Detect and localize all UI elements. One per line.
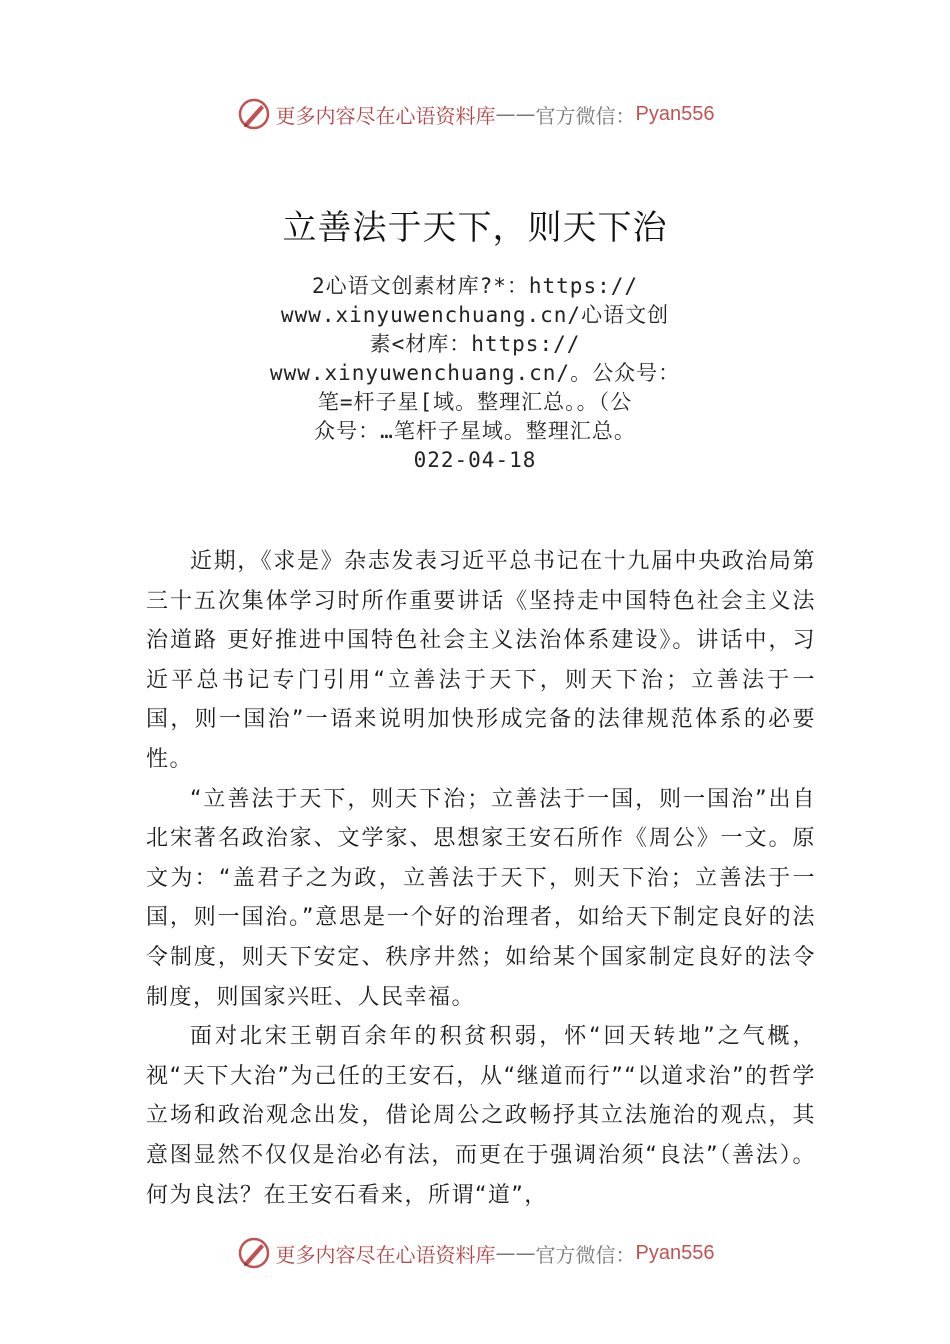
meta-line: 笔=杆子星[域。整理汇总。。（公 [317,390,633,414]
pen-logo-icon [236,1235,272,1271]
meta-line: 2心语文创素材库?*：https:// [311,274,639,298]
document-body [146,542,816,1215]
banner-separator: —— [495,1241,536,1265]
document-title: 立善法于天下，则天下治 [282,208,668,248]
meta-line: 素<材库：https:// [369,332,581,356]
banner-wechat-id: Pyan556 [635,102,715,125]
body-paragraph: 面对北宋王朝百余年的积贫积弱，怀“回天转地”之气概，视“天下大治”为己任的王安石，从“继道而行”“以道求治”的哲学立场和政治观念出发，借论周公之政畅抒其立法施治的观点，其意图显然不仅仅是治必有法，而更在于强调治须“良法”（善法）。何为良法？在王安石看来，所谓“道”， [146,1024,816,1208]
meta-line: 众号：…笔杆子星域。整理汇总。 [314,419,636,443]
banner-separator: —— [495,102,536,126]
pen-logo-icon [236,96,272,132]
banner-brand-text: 更多内容尽在心语资料库 [275,1242,496,1267]
banner-wechat-label: 官方微信： [535,1242,636,1267]
body-paragraph: “立善法于天下，则天下治；立善法于一国，则一国治”出自北宋著名政治家、文学家、思想家王安石所作《周公》一文。原文为：“盖君子之为政，立善法于天下，则天下治；立善法于一国，则一国治。”意思是一个好的治理者，如给天下制定良好的法令制度，则天下安定、秩序井然；如给某个国家制定良好的法令制度，则国家兴旺、人民幸福。 [146,786,816,1010]
meta-date: 022-04-18 [413,448,537,472]
meta-line: www.xinyuwenchuang.cn/心语文创 [280,303,670,327]
document-meta [265,272,685,475]
header-banner [0,94,950,134]
body-paragraph: 近期，《求是》杂志发表习近平总书记在十九届中央政治局第三十五次集体学习时所作重要讲话《坚持走中国特色社会主义法治道路 更好推进中国特色社会主义法治体系建设》。讲话中，习近平总书记专门引用“立善法于天下，则天下治；立善法于一国，则一国治”一语来说明加快形成完备的法律规范体系的必要性。 [146,549,816,772]
meta-line: www.xinyuwenchuang.cn/。公众号： [269,361,681,385]
footer-banner [0,1233,950,1273]
banner-wechat-label: 官方微信： [535,103,636,128]
banner-brand-text: 更多内容尽在心语资料库 [275,103,496,128]
banner-wechat-id: Pyan556 [635,1241,715,1264]
